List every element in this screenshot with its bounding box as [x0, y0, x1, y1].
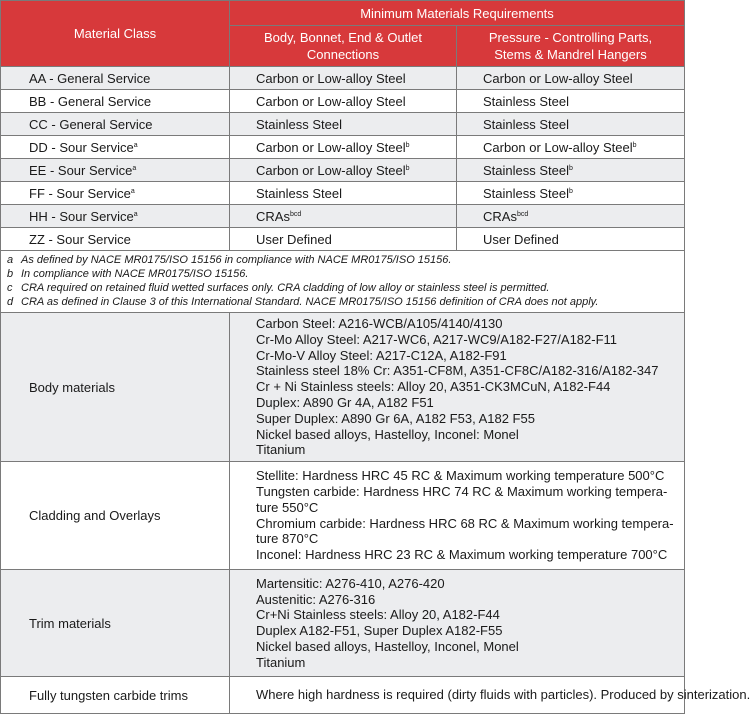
trim-materials-label: Trim materials	[1, 570, 230, 677]
body-connections-header: Body, Bonnet, End & Outlet Connections	[230, 26, 457, 67]
body-line: Cr-Mo-V Alloy Steel: A217-C12A, A182-F91	[256, 347, 507, 363]
class-name-cell	[1, 113, 230, 136]
footnote-item	[7, 281, 678, 295]
pressure-material-text: User Defined	[483, 231, 559, 247]
body-material-cell	[230, 159, 457, 182]
material-class-row	[1, 182, 685, 205]
footnote-marker: b	[405, 164, 410, 172]
material-class-row	[1, 113, 685, 136]
body-line: Carbon Steel: A216-WCB/A105/4140/4130	[256, 316, 503, 331]
cladding-line: Stellite: Hardness HRC 45 RC & Maximum working temperature 500°C	[256, 468, 665, 484]
class-name-cell	[1, 90, 230, 113]
footnote-marker: a	[133, 141, 138, 149]
body-material-text: Stainless Steel	[256, 116, 342, 132]
footnote-text: CRA as defined in Clause 3 of this International Standard. NACE MR0175/ISO 15156 definition of CRA does not apply.	[21, 296, 599, 308]
pressure-material-cell	[457, 205, 685, 228]
body-line: Nickel based alloys, Hastelloy, Inconel: Monel	[256, 426, 519, 442]
body-material-text: User Defined	[256, 231, 332, 247]
material-class-row	[1, 205, 685, 228]
cladding-label: Cladding and Overlays	[1, 462, 230, 570]
footnote-item	[7, 295, 678, 309]
body-material-cell	[230, 67, 457, 90]
pressure-material-text: Stainless Steel	[483, 93, 569, 109]
footnote-marker: a	[132, 164, 137, 172]
cladding-list	[230, 462, 685, 570]
class-name-text: HH - Sour Service	[29, 208, 134, 224]
body-material-cell	[230, 113, 457, 136]
footnote-marker: b	[405, 141, 410, 149]
body-material-text: Carbon or Low-alloy Steel	[256, 70, 406, 86]
body-material-cell	[230, 205, 457, 228]
class-name-text: BB - General Service	[29, 93, 152, 109]
footnote-marker: bcd	[289, 210, 302, 218]
body-material-cell	[230, 136, 457, 159]
material-class-row	[1, 136, 685, 159]
body-material-cell	[230, 182, 457, 205]
min-requirements-header: Minimum Materials Requirements	[230, 1, 685, 26]
material-class-row	[1, 159, 685, 182]
trim-line: Cr+Ni Stainless steels: Alloy 20, A182-F44	[256, 607, 500, 623]
footnote-letter: c	[7, 282, 13, 294]
pressure-material-cell	[457, 228, 685, 251]
cladding-line: Tungsten carbide: Hardness HRC 74 RC & Maximum working tempera-	[256, 484, 668, 500]
footnote-marker: a	[133, 210, 138, 218]
class-name-text: FF - Sour Service	[29, 185, 131, 201]
tungsten-trims-text: Where high hardness is required (dirty fluids with particles). Produced by sinterization.	[256, 687, 750, 703]
body-line: Titanium	[256, 442, 306, 458]
pressure-material-text: Stainless Steel	[483, 116, 569, 132]
body-materials-list	[230, 313, 685, 462]
footnote-text: As defined by NACE MR0175/ISO 15156 in compliance with NACE MR0175/ISO 15156.	[21, 254, 452, 266]
material-class-row	[1, 228, 685, 251]
pressure-material-cell	[457, 159, 685, 182]
cladding-line: ture 870°C	[256, 531, 319, 547]
trim-line: Titanium	[256, 654, 306, 670]
body-material-cell	[230, 228, 457, 251]
footnote-letter: b	[7, 268, 14, 280]
footnote-marker: a	[130, 187, 135, 195]
trim-materials-list	[230, 570, 685, 677]
body-line: Super Duplex: A890 Gr 6A, A182 F53, A182 F55	[256, 410, 535, 426]
body-material-text: Stainless Steel	[256, 185, 342, 201]
footnote-letter: d	[7, 296, 14, 308]
body-material-text: Carbon or Low-alloy Steel	[256, 93, 406, 109]
trim-line: Austenitic: A276-316	[256, 591, 376, 607]
material-class-row	[1, 67, 685, 90]
class-name-text: DD - Sour Service	[29, 139, 134, 155]
class-name-text: EE - Sour Service	[29, 162, 133, 178]
body-line: Stainless steel 18% Cr: A351-CF8M, A351-CF8C/A182-316/A182-347	[256, 363, 659, 379]
material-class-row	[1, 90, 685, 113]
footnote-item	[7, 253, 678, 267]
footnotes	[1, 251, 685, 313]
footnote-marker: b	[632, 141, 637, 149]
class-name-cell	[1, 205, 230, 228]
body-material-cell	[230, 90, 457, 113]
class-name-cell	[1, 136, 230, 159]
footnote-marker: bcd	[516, 210, 529, 218]
footnote-text: In compliance with NACE MR0175/ISO 15156.	[21, 268, 249, 280]
pressure-material-text: CRAs	[483, 208, 517, 224]
material-class-rows	[1, 67, 685, 251]
trim-line: Duplex A182-F51, Super Duplex A182-F55	[256, 623, 503, 639]
class-name-cell	[1, 159, 230, 182]
pressure-material-cell	[457, 136, 685, 159]
pressure-material-cell	[457, 67, 685, 90]
trim-line: Martensitic: A276-410, A276-420	[256, 575, 445, 591]
cladding-line: Inconel: Hardness HRC 23 RC & Maximum working temperature 700°C	[256, 547, 668, 563]
pressure-material-text: Carbon or Low-alloy Steel	[483, 139, 633, 155]
body-material-text: CRAs	[256, 208, 290, 224]
pressure-material-text: Carbon or Low-alloy Steel	[483, 70, 633, 86]
tungsten-trims-cell	[230, 677, 750, 714]
pressure-parts-header: Pressure - Controlling Parts, Stems & Mandrel Hangers	[457, 26, 685, 67]
pressure-material-text: Stainless Steel	[483, 185, 569, 201]
footnote-text: CRA required on retained fluid wetted surfaces only. CRA cladding of low alloy or stainless steel is permitted.	[21, 282, 550, 294]
body-material-text: Carbon or Low-alloy Steel	[256, 139, 406, 155]
cladding-line: Chromium carbide: Hardness HRC 68 RC & Maximum working tempera-	[256, 515, 674, 531]
class-name-text: ZZ - Sour Service	[29, 231, 131, 247]
footnote-marker: b	[569, 187, 573, 195]
body-line: Cr-Mo Alloy Steel: A217-WC6, A217-WC9/A182-F27/A182-F11	[256, 331, 618, 347]
pressure-material-cell	[457, 113, 685, 136]
material-class-header: Material Class	[1, 1, 230, 67]
pressure-material-cell	[457, 90, 685, 113]
class-name-text: CC - General Service	[29, 116, 153, 132]
class-name-text: AA - General Service	[29, 70, 151, 86]
body-material-text: Carbon or Low-alloy Steel	[256, 162, 406, 178]
class-name-cell	[1, 182, 230, 205]
pressure-material-cell	[457, 182, 685, 205]
footnote-marker: b	[569, 164, 573, 172]
tungsten-trims-label: Fully tungsten carbide trims	[1, 677, 230, 714]
class-name-cell	[1, 67, 230, 90]
class-name-cell	[1, 228, 230, 251]
trim-line: Nickel based alloys, Hastelloy, Inconel, Monel	[256, 638, 519, 654]
body-materials-label: Body materials	[1, 313, 230, 462]
body-line: Cr + Ni Stainless steels: Alloy 20, A351-CK3MCuN, A182-F44	[256, 379, 611, 395]
footnote-letter: a	[7, 254, 14, 266]
body-line: Duplex: A890 Gr 4A, A182 F51	[256, 394, 434, 410]
footnote-item	[7, 267, 678, 281]
pressure-material-text: Stainless Steel	[483, 162, 569, 178]
cladding-line: ture 550°C	[256, 499, 319, 515]
